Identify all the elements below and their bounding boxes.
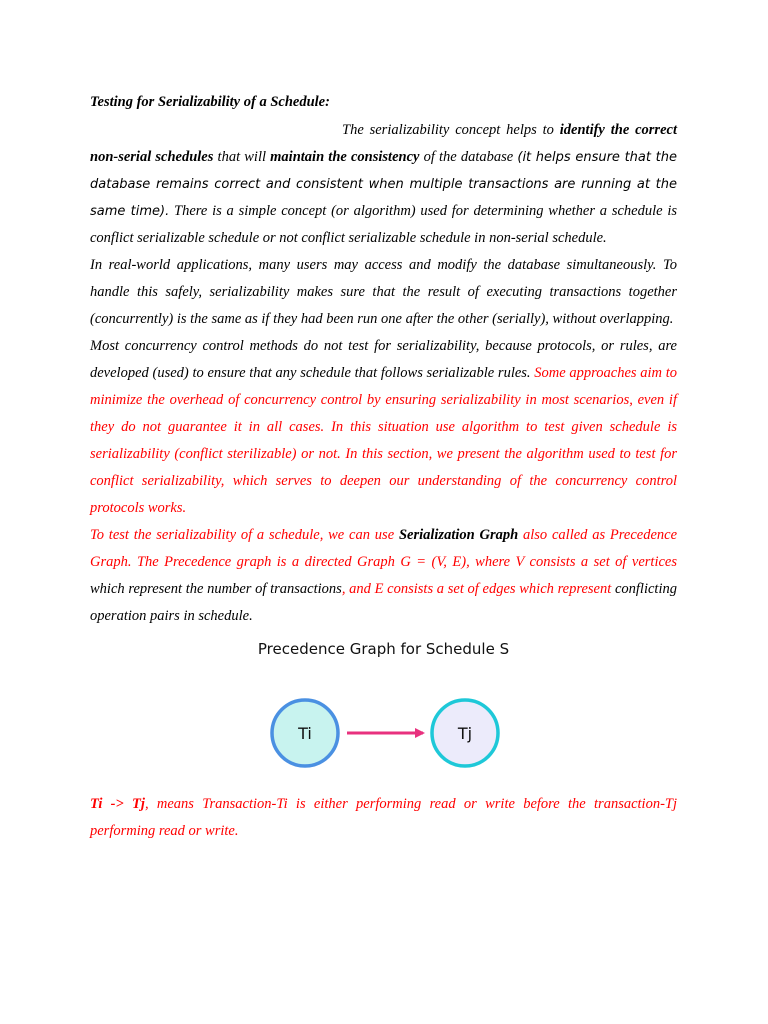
paragraph-serializability-concept	[90, 117, 677, 252]
p1-parenthetical: (it helps ensure that the database remains correct and consistent when multiple transactions are running at the same time).	[90, 150, 677, 219]
document-body	[90, 92, 677, 845]
p1-text-3: of the database	[419, 149, 518, 165]
p4-black-2: conflicting operation pairs in schedule.	[90, 581, 677, 624]
paragraph-serialization-graph	[90, 522, 677, 630]
figure-title: Precedence Graph for Schedule S	[257, 640, 510, 658]
paragraph-edge-meaning	[90, 791, 677, 845]
paragraph-real-world: In real-world applications, many users may access and modify the database simultaneously. To handle this safely, serializability makes sure that the result of executing transactions together (concurrently) is the same as if they had been run one after the other (serially), without overlapping.	[90, 257, 677, 327]
precedence-graph	[90, 672, 677, 784]
p4-red-2: also called as Precedence Graph. The Precedence graph is a directed Graph G = (V, E), where V consists a set of vertices	[90, 527, 677, 570]
p1-text-2: that will	[213, 149, 271, 165]
paragraph-concurrency-control	[90, 333, 677, 522]
section-heading-text: Testing for Serializability of a Schedule:	[90, 94, 330, 110]
p4-red-3: , and E consists a set of edges which represent	[341, 581, 612, 597]
p1-text-4: There is a simple concept (or algorithm) used for determining whether a schedule is conflict serializable schedule or not conflict serializable schedule in non-serial schedule.	[90, 203, 678, 246]
precedence-graph-figure	[90, 636, 677, 791]
p5-text: , means Transaction-Ti is either performing read or write before the transaction-Tj performing read or write.	[90, 796, 677, 839]
p1-text-1: The serializability concept helps to	[342, 122, 560, 138]
section-heading	[90, 92, 677, 113]
p3-black-text: Most concurrency control methods do not test for serializability, because protocols, or rules, are developed (used) to ensure that any schedule that follows serializable rules.	[90, 338, 677, 381]
p1-bold-consistency: maintain the consistency	[270, 149, 420, 165]
node-tj-label: Tj	[457, 724, 473, 743]
p4-black-1: which represent the number of transactions	[90, 581, 342, 597]
p5-bold-edge: Ti -> Tj	[90, 796, 145, 812]
node-tj	[432, 700, 498, 766]
node-ti-label: Ti	[298, 724, 312, 743]
p1-bold-identify: identify the correct non-serial schedules	[90, 122, 677, 165]
p3-red-text: Some approaches aim to minimize the overhead of concurrency control by ensuring serializability in most scenarios, even if they do not guarantee it in all cases. In this situation use algorithm to test given schedule is serializability (conflict sterilizable) or not. In this section, we present the algorithm used to test for conflict serializability, which serves to deepen our understanding of the concurrency control protocols works.	[90, 365, 677, 516]
p4-bold-serialization-graph: Serialization Graph	[398, 527, 519, 543]
node-ti	[272, 700, 338, 766]
p4-red-1: To test the serializability of a schedule, we can use	[90, 527, 399, 543]
